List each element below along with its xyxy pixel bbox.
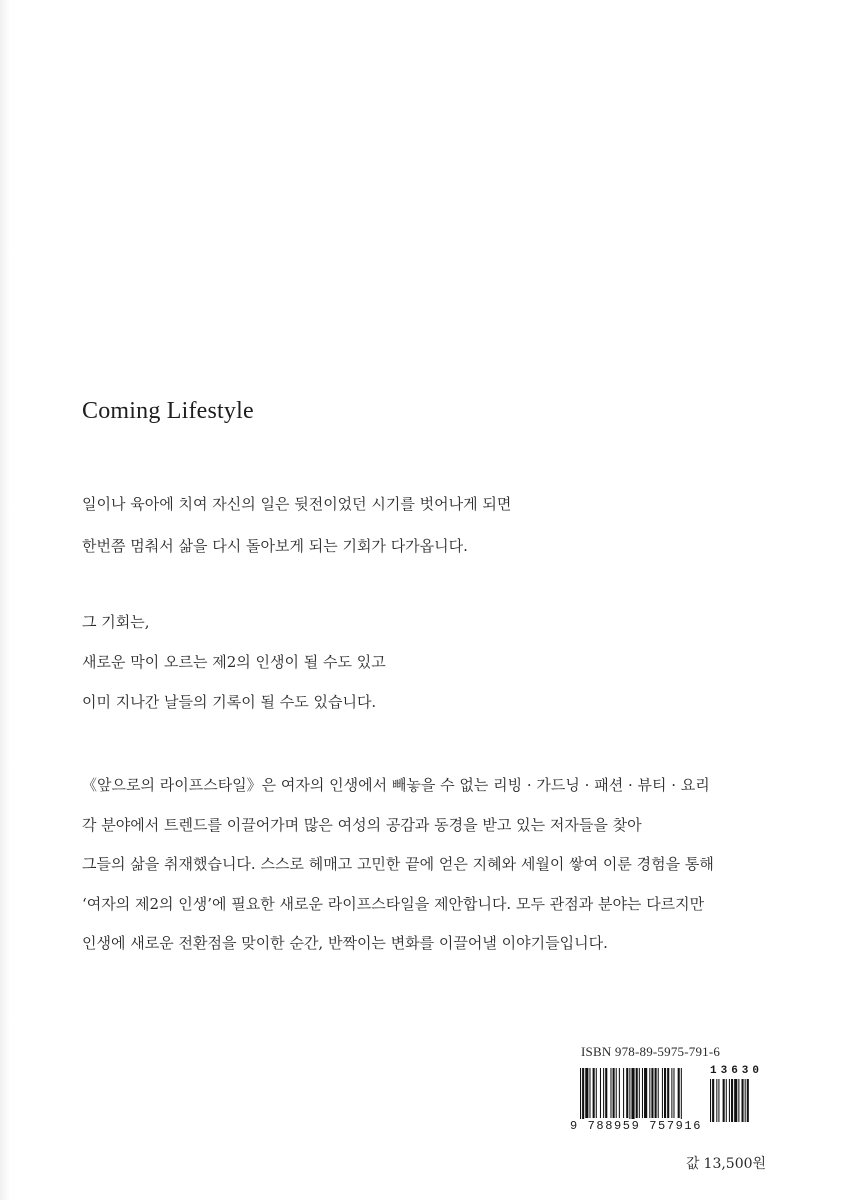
- barcode-bar: [613, 1068, 615, 1118]
- paragraph-line: 그들의 삶을 취재했습니다. 스스로 헤매고 고민한 끝에 얻은 지혜와 세월이 쌓여 이룬 경험을 통해: [82, 855, 714, 873]
- barcode-addon-bar: [747, 1079, 749, 1122]
- barcode-bar: [600, 1068, 601, 1118]
- paragraph-line: 한번쯤 멈춰서 삶을 다시 돌아보게 되는 기회가 다가옵니다.: [82, 537, 468, 555]
- barcode-addon-bar: [712, 1079, 714, 1122]
- barcode-bar: [623, 1068, 624, 1118]
- barcode-bar: [616, 1068, 617, 1118]
- barcode-bar: [678, 1068, 680, 1118]
- book-description-paragraph: [82, 775, 762, 973]
- price: [686, 1153, 766, 1173]
- barcode-addon-bar: [726, 1079, 727, 1122]
- paragraph-line: ‘여자의 제2의 인생’에 필요한 새로운 라이프스타일을 제안합니다. 모두 관점과 분야는 다르지만: [82, 894, 705, 913]
- barcode-bar: [655, 1068, 657, 1118]
- barcode-bar: [649, 1068, 650, 1118]
- barcode-bar: [589, 1068, 590, 1118]
- page-edge-shadow: [0, 0, 10, 1200]
- paragraph-line: 이미 지나간 날들의 기록이 될 수도 있습니다.: [82, 693, 377, 711]
- barcode-bar: [585, 1068, 588, 1118]
- barcode-bar: [662, 1068, 663, 1118]
- barcode-bar: [636, 1068, 638, 1118]
- barcode-bar: [593, 1068, 595, 1118]
- paragraph-line: 그 기회는,: [82, 613, 150, 631]
- barcode-addon-bar: [734, 1079, 737, 1122]
- barcode-bar: [642, 1068, 643, 1118]
- isbn-label: ISBN 978-89-5975-791-6: [581, 1044, 721, 1059]
- barcode-bar: [673, 1068, 674, 1118]
- barcode-bar: [671, 1068, 672, 1118]
- paragraph-line: 각 분야에서 트렌드를 이끌어가며 많은 여성의 공감과 동경을 받고 있는 저자들을 찾아: [82, 815, 642, 834]
- barcode-bar: [644, 1068, 647, 1118]
- barcode-addon-digits: 13630: [710, 1065, 764, 1077]
- barcode-bar: [610, 1068, 611, 1118]
- barcode-bar: [596, 1068, 597, 1118]
- barcode-addon-bar: [723, 1079, 725, 1122]
- barcode-addon-bar: [731, 1079, 733, 1122]
- barcode-bar: [658, 1068, 659, 1118]
- barcode-bar: [619, 1068, 620, 1118]
- intro-paragraph: [82, 494, 762, 578]
- barcode-bar: [664, 1068, 666, 1118]
- barcode-digits: 9 788959 757916: [570, 1119, 703, 1133]
- barcode-addon-bar: [745, 1079, 746, 1122]
- barcode-bar: [582, 1068, 584, 1122]
- barcode-addon-bar: [716, 1079, 717, 1122]
- barcode-addon-bar: [710, 1079, 711, 1122]
- barcode-bar: [626, 1068, 628, 1118]
- barcode-bar: [651, 1068, 653, 1118]
- barcode-bar: [639, 1068, 640, 1118]
- barcode-addon-bar: [718, 1079, 719, 1122]
- paragraph-line: 인생에 새로운 전환점을 맞이한 순간, 반짝이는 변화를 이끌어낼 이야기들입니다.: [82, 934, 608, 952]
- barcode-bar: [667, 1068, 669, 1118]
- paragraph-line: 새로운 막이 오르는 제2의 인생이 될 수도 있고: [82, 653, 386, 671]
- price-label: 값: [686, 1156, 700, 1172]
- barcode-bar: [603, 1068, 604, 1118]
- barcode-bar: [605, 1068, 607, 1118]
- section-title: Coming Lifestyle: [82, 398, 254, 424]
- barcode-bar: [631, 1068, 634, 1122]
- barcode-addon-bar: [738, 1079, 739, 1122]
- opportunity-paragraph: [82, 612, 762, 732]
- barcode-bar: [681, 1068, 682, 1122]
- price-value: 13,500원: [703, 1156, 767, 1172]
- barcode-addon-bar: [729, 1079, 730, 1122]
- barcode-bar: [580, 1068, 581, 1122]
- isbn-barcode: [570, 1064, 770, 1138]
- paragraph-line: 《앞으로의 라이프스타일》은 여자의 인생에서 빼놓을 수 없는 리빙 · 가드닝 · 패션 · 뷰티 · 요리: [82, 776, 710, 794]
- paragraph-line: 일이나 육아에 치여 자신의 일은 뒷전이었던 시기를 벗어나게 되면: [82, 495, 512, 513]
- barcode-bar: [629, 1068, 630, 1122]
- barcode-addon-bar: [742, 1079, 744, 1122]
